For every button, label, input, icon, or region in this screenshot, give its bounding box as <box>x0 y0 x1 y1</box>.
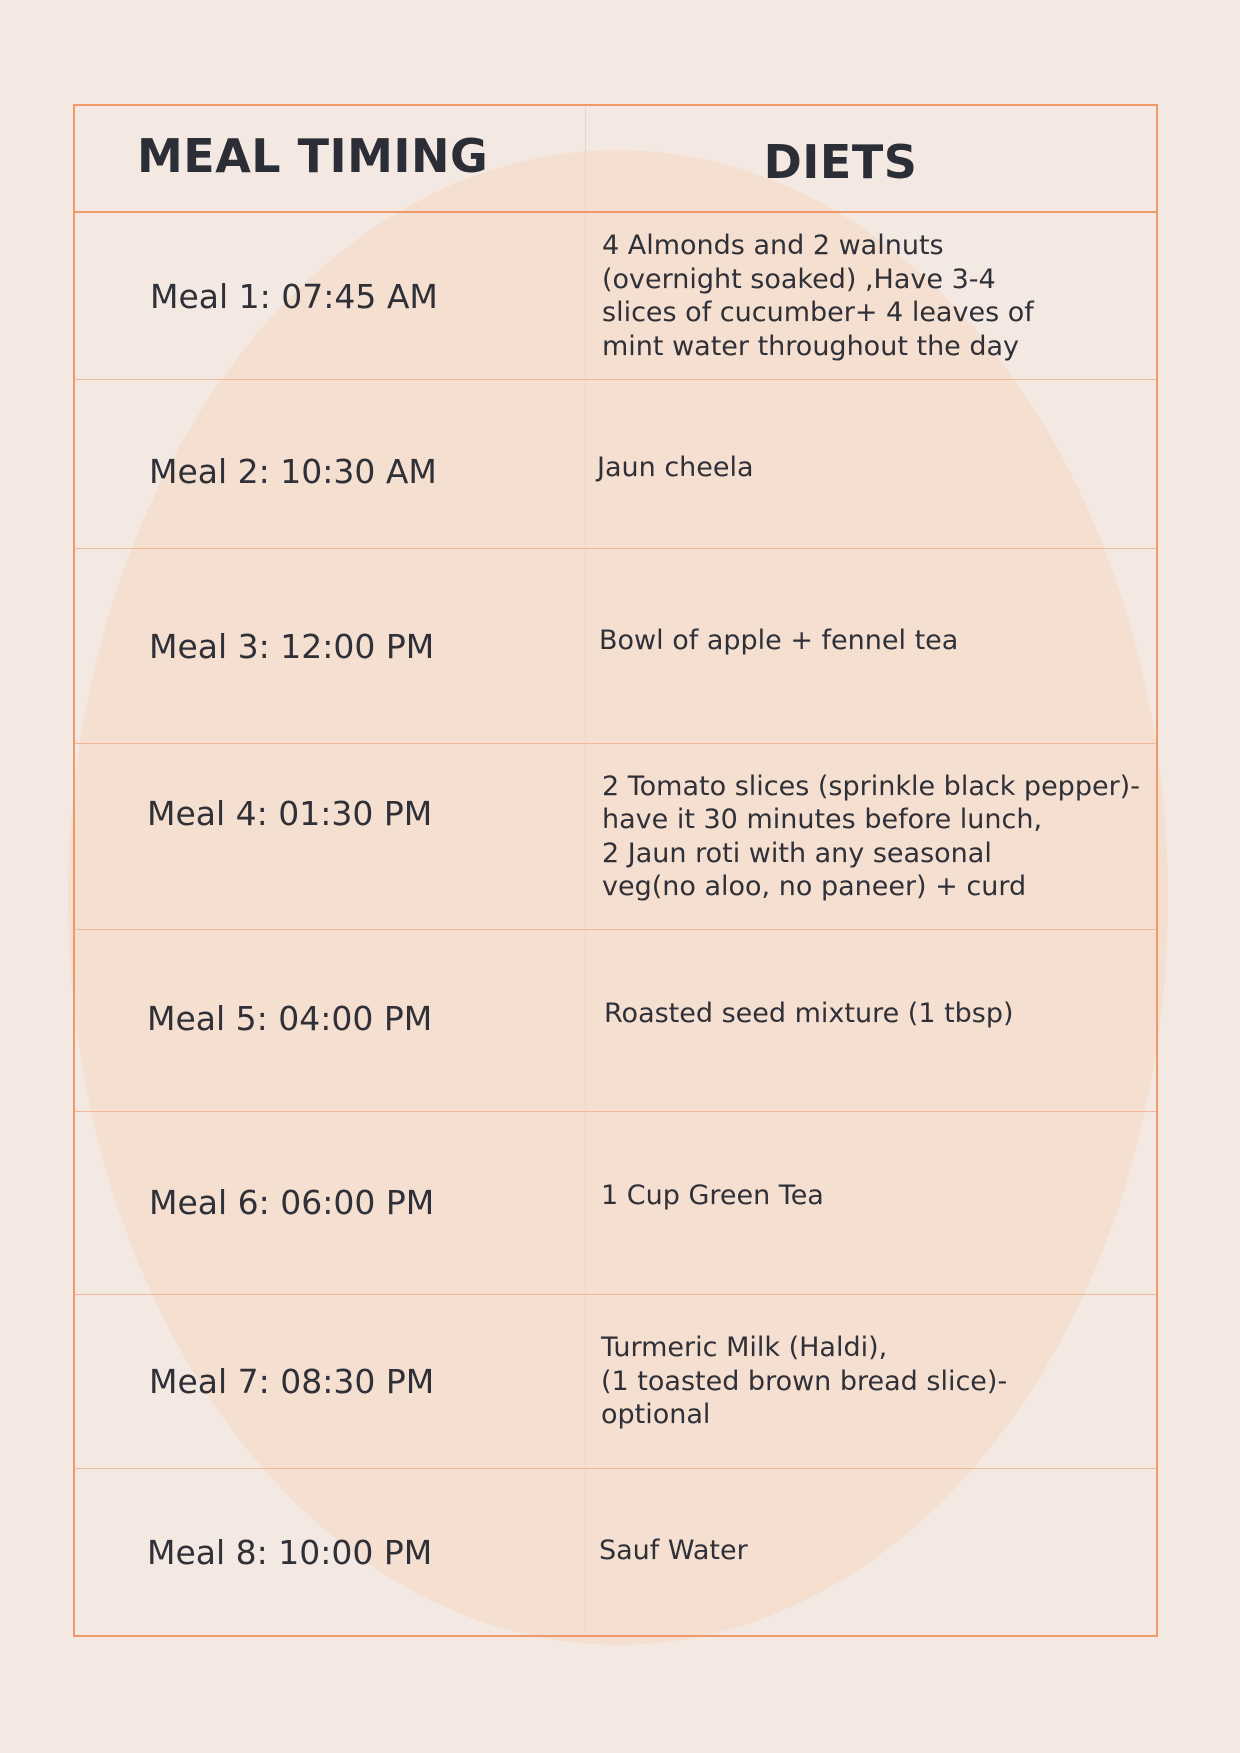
meal-diet-cell <box>585 549 1156 743</box>
meal-diet-cell <box>585 744 1156 929</box>
meal-time: Meal 7: 08:30 PM <box>149 1362 435 1401</box>
table-row <box>75 380 1156 549</box>
meal-time-cell <box>75 1469 585 1635</box>
header-cell-meal-timing <box>75 106 585 211</box>
meal-diet-cell <box>585 213 1156 379</box>
meal-time-cell <box>75 744 585 929</box>
table-row <box>75 930 1156 1112</box>
meal-time-cell <box>75 380 585 548</box>
meal-diet-cell <box>585 1112 1156 1294</box>
meal-time: Meal 1: 07:45 AM <box>150 276 438 316</box>
meal-time: Meal 3: 12:00 PM <box>149 626 435 666</box>
table-row <box>75 1112 1156 1295</box>
meal-time: Meal 4: 01:30 PM <box>147 794 433 833</box>
meal-diet: Roasted seed mixture (1 tbsp) <box>604 997 1014 1029</box>
table-row <box>75 744 1156 930</box>
meal-diet: 4 Almonds and 2 walnuts (overnight soaked) ,Have 3-4 slices of cucumber+ 4 leaves of mint water throughout the day <box>602 230 1034 362</box>
header-meal-timing: MEAL TIMING <box>137 128 489 183</box>
meal-time-cell <box>75 549 585 743</box>
meal-diet-cell <box>585 1469 1156 1635</box>
meal-time-cell <box>75 1112 585 1294</box>
table-header-row <box>75 106 1156 213</box>
table-row <box>75 1295 1156 1469</box>
table-row <box>75 549 1156 744</box>
meal-diet: Sauf Water <box>599 1535 748 1567</box>
meal-time: Meal 6: 06:00 PM <box>149 1182 435 1222</box>
meal-time-cell <box>75 1295 585 1468</box>
table-row <box>75 1469 1156 1635</box>
meal-diet-cell <box>585 380 1156 548</box>
meal-diet-cell <box>585 1295 1156 1468</box>
meal-diet: Jaun cheela <box>597 452 754 484</box>
header-cell-diets <box>585 106 1156 211</box>
meal-time: Meal 8: 10:00 PM <box>147 1532 433 1572</box>
meal-time-cell <box>75 930 585 1111</box>
table-row <box>75 213 1156 380</box>
meal-time: Meal 5: 04:00 PM <box>147 999 433 1038</box>
meal-diet: Turmeric Milk (Haldi), (1 toasted brown bread slice)- optional <box>601 1332 1008 1431</box>
meal-diet: 2 Tomato slices (sprinkle black pepper)- have it 30 minutes before lunch, 2 Jaun roti with any seasonal veg(no aloo, no paneer) + curd <box>602 770 1140 902</box>
diet-table <box>73 104 1158 1637</box>
meal-time: Meal 2: 10:30 AM <box>149 451 437 491</box>
meal-diet: Bowl of apple + fennel tea <box>599 625 959 657</box>
meal-time-cell <box>75 213 585 379</box>
meal-diet: 1 Cup Green Tea <box>601 1180 824 1212</box>
meal-diet-cell <box>585 930 1156 1111</box>
header-diets: DIETS <box>763 134 918 189</box>
